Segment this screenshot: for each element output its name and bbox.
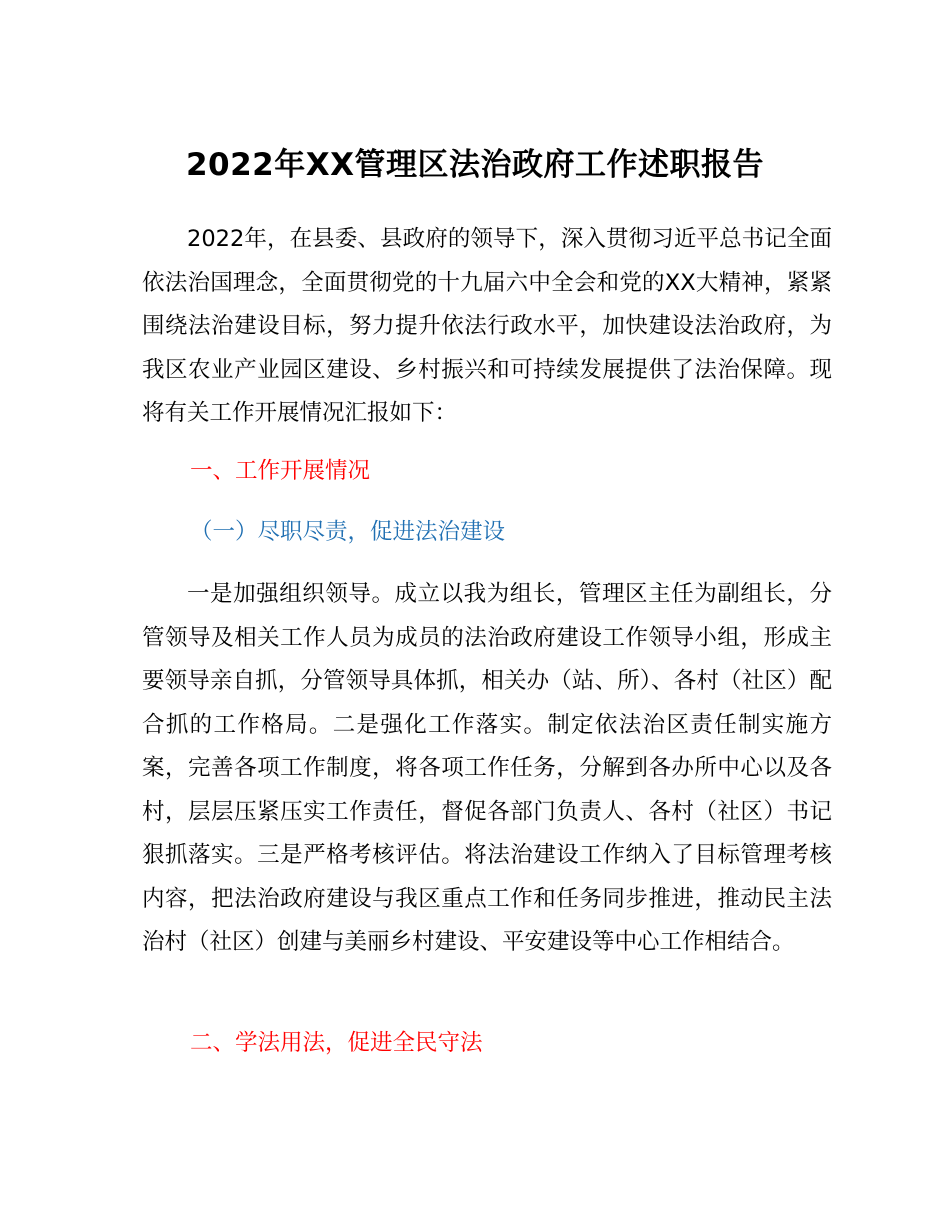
section-heading-2: 二、学法用法，促进全民守法	[190, 1030, 483, 1056]
intro-paragraph: 2022年，在县委、县政府的领导下，深入贯彻习近平总书记全面依法治国理念，全面贯彻党的十九届六中全会和党的XX大精神，紧紧围绕法治建设目标，努力提升依法行政水平，加快建设法治政府，为我区农业产业园区建设、乡村振兴和可持续发展提供了法治保障。现将有关工作开展情况汇报如下：	[142, 226, 832, 426]
section-heading-1: 一、工作开展情况	[190, 458, 371, 484]
subsection-heading-1-1: （一）尽职尽责，促进法治建设	[190, 519, 506, 545]
document-title: 2022年XX管理区法治政府工作述职报告	[185, 147, 765, 183]
body-paragraph: 一是加强组织领导。成立以我为组长，管理区主任为副组长，分管领导及相关工作人员为成员的法治政府建设工作领导小组，形成主要领导亲自抓，分管领导具体抓，相关办（站、所）、各村（社区）配合抓的工作格局。二是强化工作落实。制定依法治区责任制实施方案，完善各项工作制度，将各项工作任务，分解到各办所中心以及各村，层层压紧压实工作责任，督促各部门负责人、各村（社区）书记狠抓落实。三是严格考核评估。将法治建设工作纳入了目标管理考核内容，把法治政府建设与我区重点工作和任务同步推进，推动民主法治村（社区）创建与美丽乡村建设、平安建设等中心工作相结合。	[142, 581, 832, 955]
